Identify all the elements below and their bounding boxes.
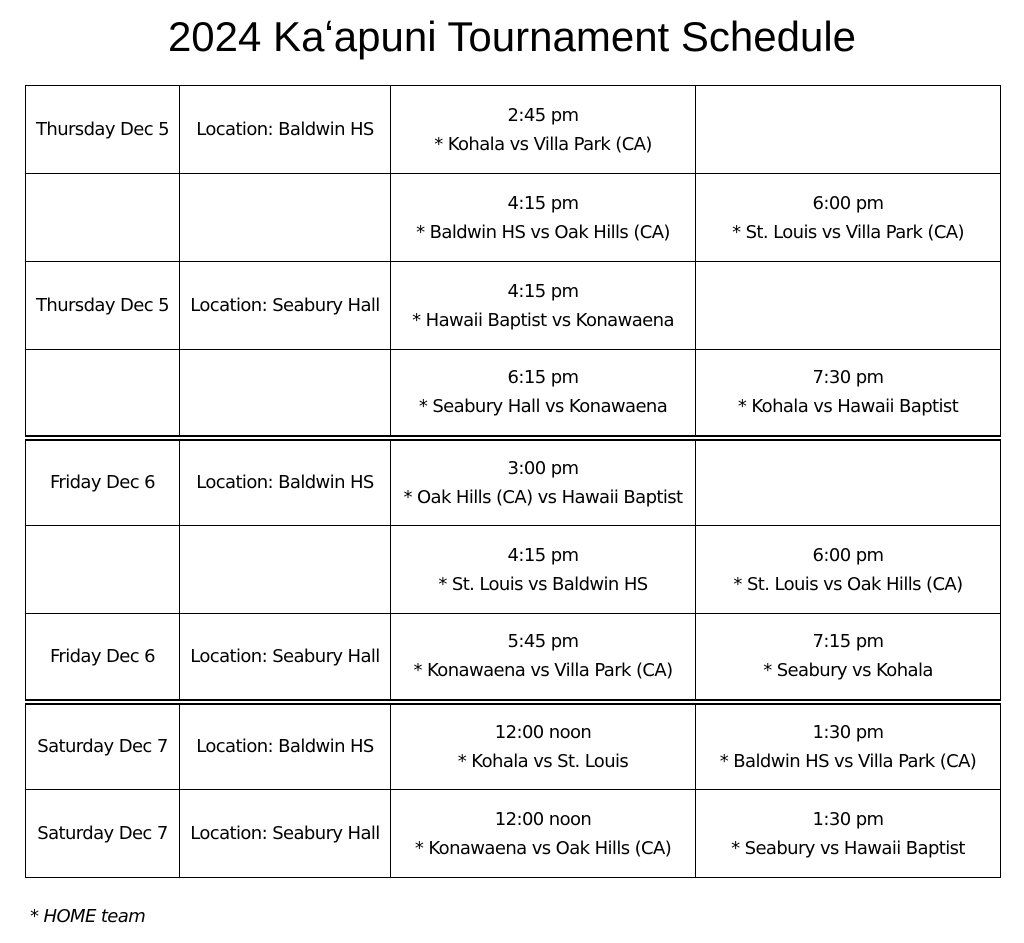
home-team-footnote: * HOME team	[30, 906, 146, 927]
location-cell	[180, 174, 391, 262]
game-matchup: * St. Louis vs Oak Hills (CA)	[733, 573, 963, 595]
day-cell: Thursday Dec 5	[26, 262, 180, 350]
day-cell: Friday Dec 6	[26, 438, 180, 526]
game-cell	[391, 438, 696, 526]
game-cell	[696, 790, 1001, 878]
day-cell	[26, 350, 180, 438]
game-matchup: * Oak Hills (CA) vs Hawaii Baptist	[403, 486, 683, 508]
schedule-row	[26, 526, 1001, 614]
location-cell: Location: Seabury Hall	[180, 614, 391, 702]
game-cell	[696, 702, 1001, 790]
game-time: 3:00 pm	[507, 457, 579, 479]
game-time: 6:15 pm	[507, 367, 579, 389]
game-matchup: * Baldwin HS vs Oak Hills (CA)	[416, 221, 670, 243]
game-cell	[696, 526, 1001, 614]
game-cell	[391, 790, 696, 878]
game-cell	[391, 350, 696, 438]
day-cell: Friday Dec 6	[26, 614, 180, 702]
game-matchup: * Seabury Hall vs Konawaena	[418, 396, 668, 418]
empty-game-cell	[696, 438, 1001, 526]
game-time: 7:30 pm	[812, 367, 884, 389]
game-cell	[391, 526, 696, 614]
game-matchup: * St. Louis vs Baldwin HS	[438, 573, 648, 595]
game-cell	[391, 262, 696, 350]
location-cell: Location: Baldwin HS	[180, 86, 391, 174]
game-time: 1:30 pm	[812, 721, 884, 743]
game-cell	[391, 174, 696, 262]
game-matchup: * Seabury vs Hawaii Baptist	[731, 837, 965, 859]
game-cell	[391, 614, 696, 702]
location-cell: Location: Seabury Hall	[180, 262, 391, 350]
schedule-row	[26, 86, 1001, 174]
schedule-row	[26, 790, 1001, 878]
game-matchup: * Seabury vs Kohala	[763, 660, 933, 682]
day-cell: Saturday Dec 7	[26, 702, 180, 790]
game-cell	[391, 702, 696, 790]
game-matchup: * Kohala vs Villa Park (CA)	[434, 133, 652, 155]
schedule-table	[25, 85, 1001, 878]
game-time: 1:30 pm	[812, 808, 884, 830]
game-time: 4:15 pm	[507, 192, 579, 214]
game-time: 6:00 pm	[812, 544, 884, 566]
schedule-row	[26, 174, 1001, 262]
location-cell: Location: Baldwin HS	[180, 438, 391, 526]
schedule-row	[26, 350, 1001, 438]
empty-game-cell	[696, 262, 1001, 350]
schedule-row	[26, 438, 1001, 526]
game-time: 2:45 pm	[507, 104, 579, 126]
game-matchup: * Kohala vs St. Louis	[457, 750, 629, 772]
game-cell	[696, 174, 1001, 262]
location-cell	[180, 350, 391, 438]
schedule-row	[26, 702, 1001, 790]
game-matchup: * Hawaii Baptist vs Konawaena	[412, 309, 674, 331]
game-time: 6:00 pm	[812, 192, 884, 214]
game-time: 12:00 noon	[494, 808, 592, 830]
game-time: 4:15 pm	[507, 280, 579, 302]
location-cell: Location: Seabury Hall	[180, 790, 391, 878]
game-cell	[696, 350, 1001, 438]
game-matchup: * Konawaena vs Villa Park (CA)	[413, 660, 673, 682]
game-time: 4:15 pm	[507, 544, 579, 566]
day-cell: Saturday Dec 7	[26, 790, 180, 878]
game-time: 12:00 noon	[494, 721, 592, 743]
game-cell	[696, 614, 1001, 702]
location-cell: Location: Baldwin HS	[180, 702, 391, 790]
day-cell: Thursday Dec 5	[26, 86, 180, 174]
game-cell	[391, 86, 696, 174]
day-cell	[26, 526, 180, 614]
schedule-row	[26, 614, 1001, 702]
location-cell	[180, 526, 391, 614]
game-time: 7:15 pm	[812, 631, 884, 653]
game-matchup: * Kohala vs Hawaii Baptist	[737, 396, 959, 418]
empty-game-cell	[696, 86, 1001, 174]
day-cell	[26, 174, 180, 262]
schedule-title: 2024 Kaʻapuni Tournament Schedule	[167, 13, 857, 60]
schedule-row	[26, 262, 1001, 350]
game-matchup: * Konawaena vs Oak Hills (CA)	[414, 837, 672, 859]
game-matchup: * Baldwin HS vs Villa Park (CA)	[719, 750, 977, 772]
game-matchup: * St. Louis vs Villa Park (CA)	[732, 221, 964, 243]
game-time: 5:45 pm	[507, 631, 579, 653]
